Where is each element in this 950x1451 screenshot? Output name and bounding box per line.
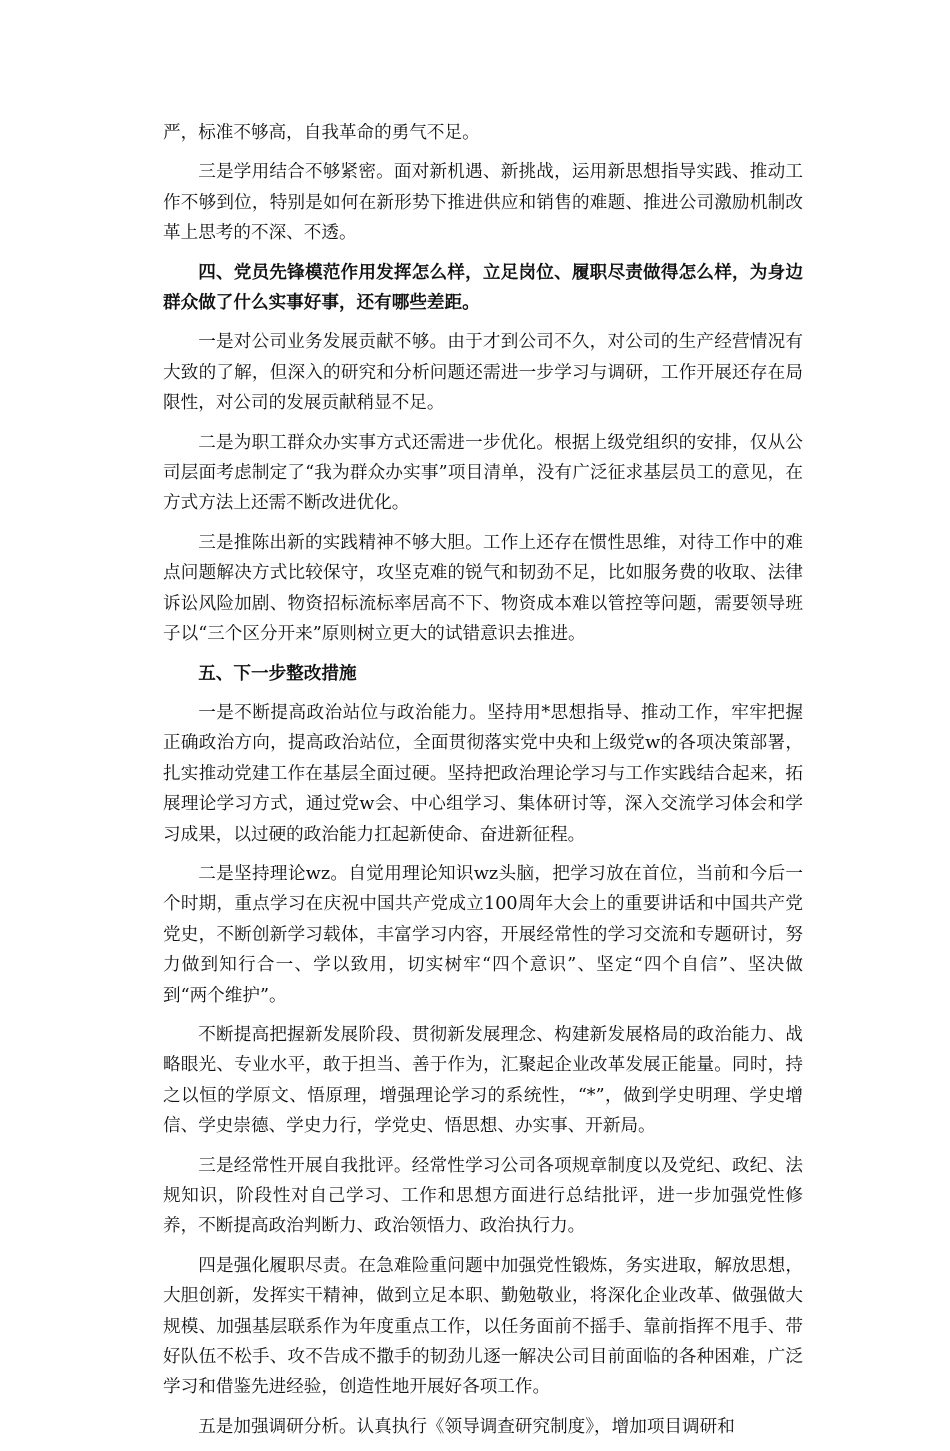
paragraph-second-serve-staff: 二是为职工群众办实事方式还需进一步优化。根据上级党组织的安排，仅从公司层面考虑制定了“我为群众办实事”项目清单，没有广泛征求基层员工的意见，在方式方法上还需不断改进优化。 xyxy=(163,432,803,514)
paragraph-measure-four: 四是强化履职尽责。在急难险重问题中加强党性锻炼，务实进取，解放思想，大胆创新，发挥实干精神，做到立足本职、勤勉敬业，将深化企业改革、做强做大规模、加强基层联系作为年度重点工作，以任务面前不摇手、靠前指挥不甩手、带好队伍不松手、攻不告成不撒手的韧劲儿逐一解决公司目前面临的各种困难，广泛学习和借鉴先进经验，创造性地开展好各项工作。 xyxy=(163,1255,803,1398)
paragraph-measure-one: 一是不断提高政治站位与政治能力。坚持用*思想指导、推动工作，牢牢把握正确政治方向，提高政治站位，全面贯彻落实党中央和上级党w的各项决策部署，扎实推动党建工作在基层全面过硬。坚持把政治理论学习与工作实践结合起来，拓展理论学习方式，通过党w会、中心组学习、集体研讨等，深入交流学习体会和学习成果，以过硬的政治能力扛起新使命、奋进新征程。 xyxy=(163,702,803,845)
paragraph-continuation: 严，标准不够高，自我革命的勇气不足。 xyxy=(163,123,480,143)
paragraph-third-study-application: 三是学用结合不够紧密。面对新机遇、新挑战，运用新思想指导实践、推动工作不够到位，特别是如何在新形势下推进供应和销售的难题、推进公司激励机制改革上思考的不深、不透。 xyxy=(163,162,803,244)
paragraph-measure-three: 三是经常性开展自我批评。经常性学习公司各项规章制度以及党纪、政纪、法规知识，阶段性对自己学习、工作和思想方面进行总结批评，进一步加强党性修养，不断提高政治判断力、政治领悟力、政治执行力。 xyxy=(163,1155,803,1237)
paragraph-measure-two: 二是坚持理论wz。自觉用理论知识wz头脑，把学习放在首位，当前和今后一个时期，重点学习在庆祝中国共产党成立100周年大会上的重要讲话和中国共产党党史，不断创新学习载体，丰富学习内容，开展经常性的学习交流和专题研讨，努力做到知行合一、学以致用，切实树牢“四个意识”、坚定“四个自信”、坚决做到“两个维护”。 xyxy=(163,863,803,1006)
paragraph-third-innovation: 三是推陈出新的实践精神不够大胆。工作上还存在惯性思维，对待工作中的难点问题解决方式比较保守，攻坚克难的锐气和韧劲不足，比如服务费的收取、法律诉讼风险加剧、物资招标流标率居高不下、物资成本难以管控等问题，需要领导班子以“三个区分开来”原则树立更大的试错意识去推进。 xyxy=(163,532,803,645)
section-heading-five: 五、下一步整改措施 xyxy=(198,662,357,684)
paragraph-measure-five: 五是加强调研分析。认真执行《领导调查研究制度》，增加项目调研和 xyxy=(198,1416,735,1437)
section-heading-four: 四、党员先锋模范作用发挥怎么样，立足岗位、履职尽责做得怎么样，为身边群众做了什么实事好事，还有哪些差距。 xyxy=(163,261,803,314)
document-body xyxy=(163,118,803,1451)
paragraph-first-business-contribution: 一是对公司业务发展贡献不够。由于才到公司不久，对公司的生产经营情况有大致的了解，但深入的研究和分析问题还需进一步学习与调研，工作开展还存在局限性，对公司的发展贡献稍显不足。 xyxy=(163,332,803,414)
paragraph-measure-two-cont: 不断提高把握新发展阶段、贯彻新发展理念、构建新发展格局的政治能力、战略眼光、专业水平，敢于担当、善于作为，汇聚起企业改革发展正能量。同时，持之以恒的学原文、悟原理，增强理论学习的系统性，“*”，做到学史明理、学史增信、学史崇德、学史力行，学党史、悟思想、办实事、开新局。 xyxy=(163,1024,803,1137)
